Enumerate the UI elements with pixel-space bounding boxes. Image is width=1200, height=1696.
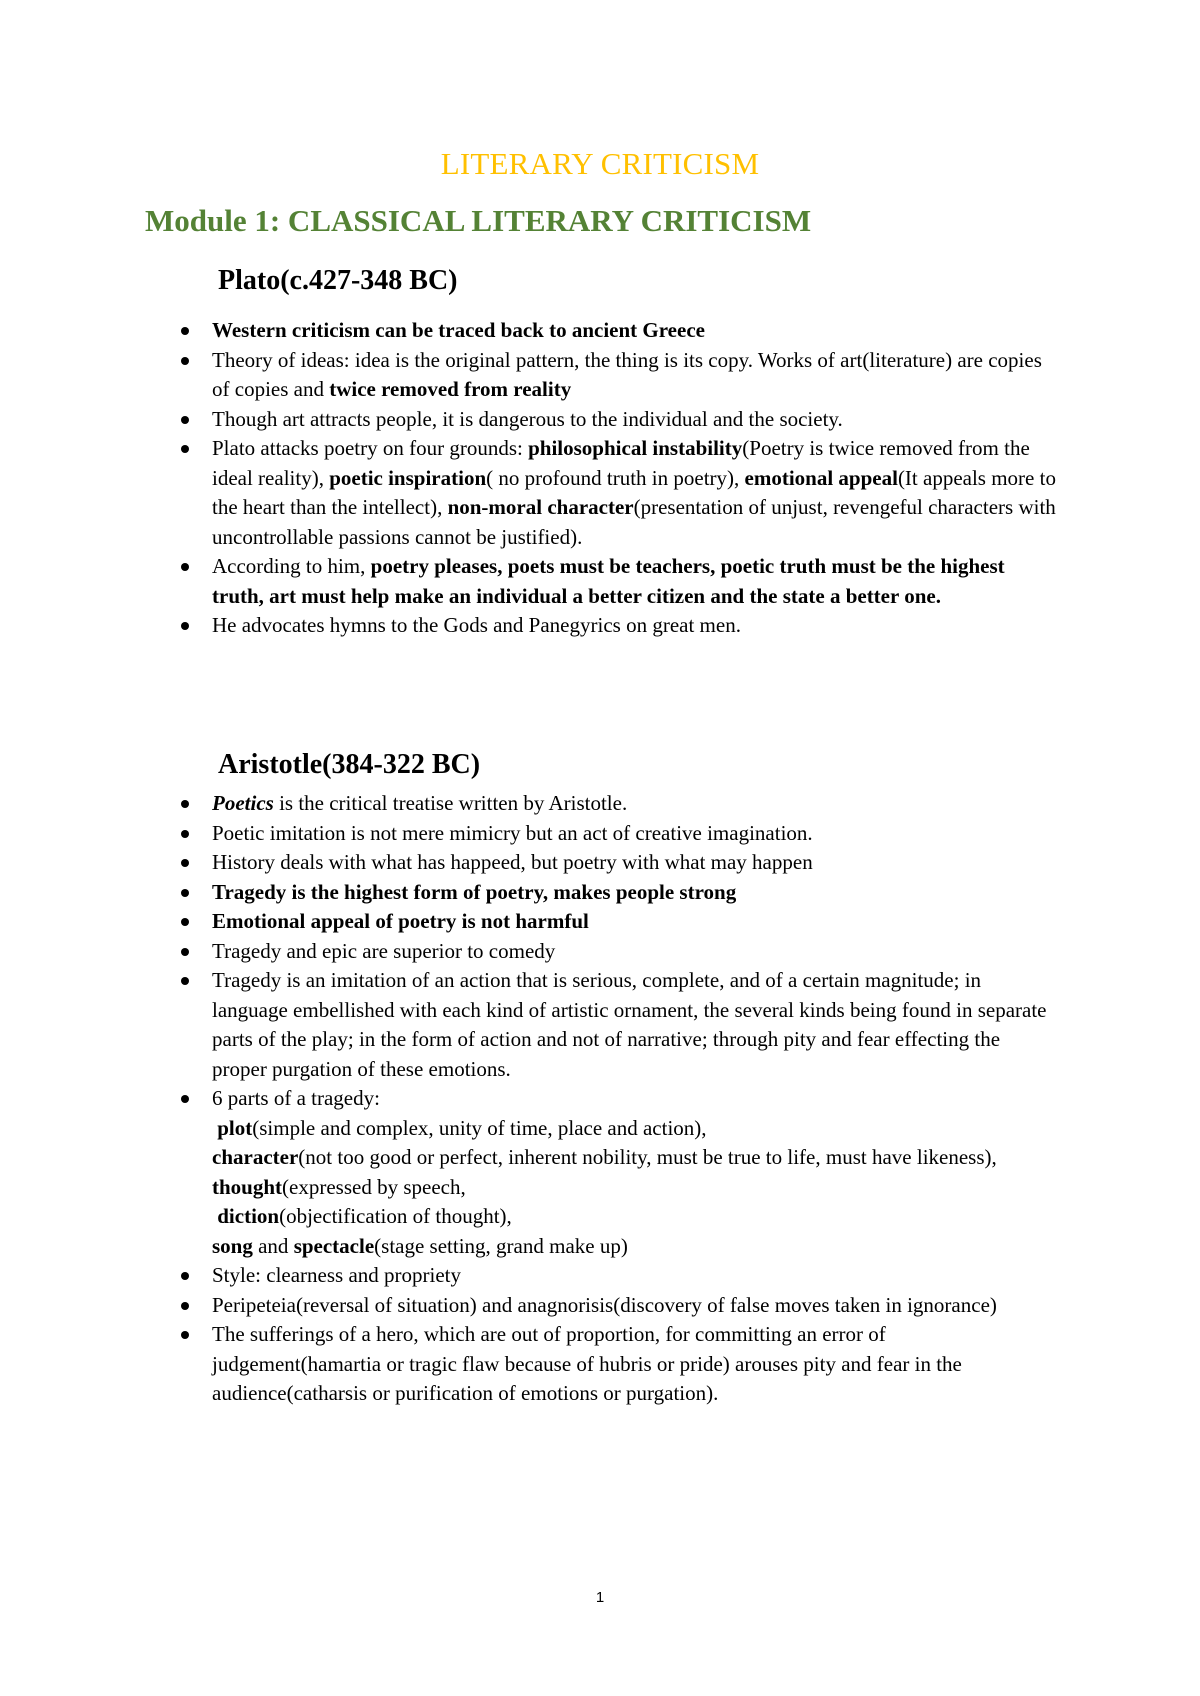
list-item: Tragedy is an imitation of an action that is serious, complete, and of a certain magnitude; in language embellished with each kind of artistic ornament, the several kinds being found in separate parts of the play; in the form of action and not of narrative; through pity and fear effecting the proper purgation of these emotions.	[178, 966, 1058, 1084]
list-item: Emotional appeal of poetry is not harmful	[178, 907, 1058, 937]
list-item: The sufferings of a hero, which are out of proportion, for committing an error of judgement(hamartia or tragic flaw because of hubris or pride) arouses pity and fear in the audience(catharsis or purification of emotions or purgation).	[178, 1320, 1058, 1409]
document-title: LITERARY CRITICISM	[440, 146, 760, 181]
list-item: Western criticism can be traced back to ancient Greece	[178, 316, 1058, 346]
list-item: Plato attacks poetry on four grounds: philosophical instability(Poetry is twice removed from the ideal reality), poetic inspiration( no profound truth in poetry), emotional appeal(It appeals more to the heart than the intellect), non-moral character(presentation of unjust, revengeful characters with uncontrollable passions cannot be justified).	[178, 434, 1058, 552]
list-item: Poetic imitation is not mere mimicry but an act of creative imagination.	[178, 819, 1058, 849]
list-item: Peripeteia(reversal of situation) and anagnorisis(discovery of false moves taken in ignorance)	[178, 1291, 1058, 1321]
plato-bullet-list	[178, 316, 1058, 641]
list-item: Tragedy is the highest form of poetry, makes people strong	[178, 878, 1058, 908]
list-item: Style: clearness and propriety	[178, 1261, 1058, 1291]
section-heading-aristotle: Aristotle(384-322 BC)	[218, 749, 481, 780]
list-item: Poetics is the critical treatise written by Aristotle.	[178, 789, 1058, 819]
aristotle-bullet-list	[178, 789, 1058, 1409]
list-item: Theory of ideas: idea is the original pattern, the thing is its copy. Works of art(literature) are copies of copies and twice removed from reality	[178, 346, 1058, 405]
list-item: He advocates hymns to the Gods and Panegyrics on great men.	[178, 611, 1058, 641]
list-item: According to him, poetry pleases, poets must be teachers, poetic truth must be the highest truth, art must help make an individual a better citizen and the state a better one.	[178, 552, 1058, 611]
list-item: 6 parts of a tragedy: plot(simple and complex, unity of time, place and action), character(not too good or perfect, inherent nobility, must be true to life, must have likeness), thought(expressed by speech, diction(objectification of thought), song and spectacle(stage setting, grand make up)	[178, 1084, 1058, 1261]
page-number: 1	[595, 1589, 605, 1606]
list-item: History deals with what has happeed, but poetry with what may happen	[178, 848, 1058, 878]
list-item: Though art attracts people, it is dangerous to the individual and the society.	[178, 405, 1058, 435]
list-item: Tragedy and epic are superior to comedy	[178, 937, 1058, 967]
section-heading-plato: Plato(c.427-348 BC)	[218, 265, 458, 296]
module-title: Module 1: CLASSICAL LITERARY CRITICISM	[145, 203, 812, 238]
